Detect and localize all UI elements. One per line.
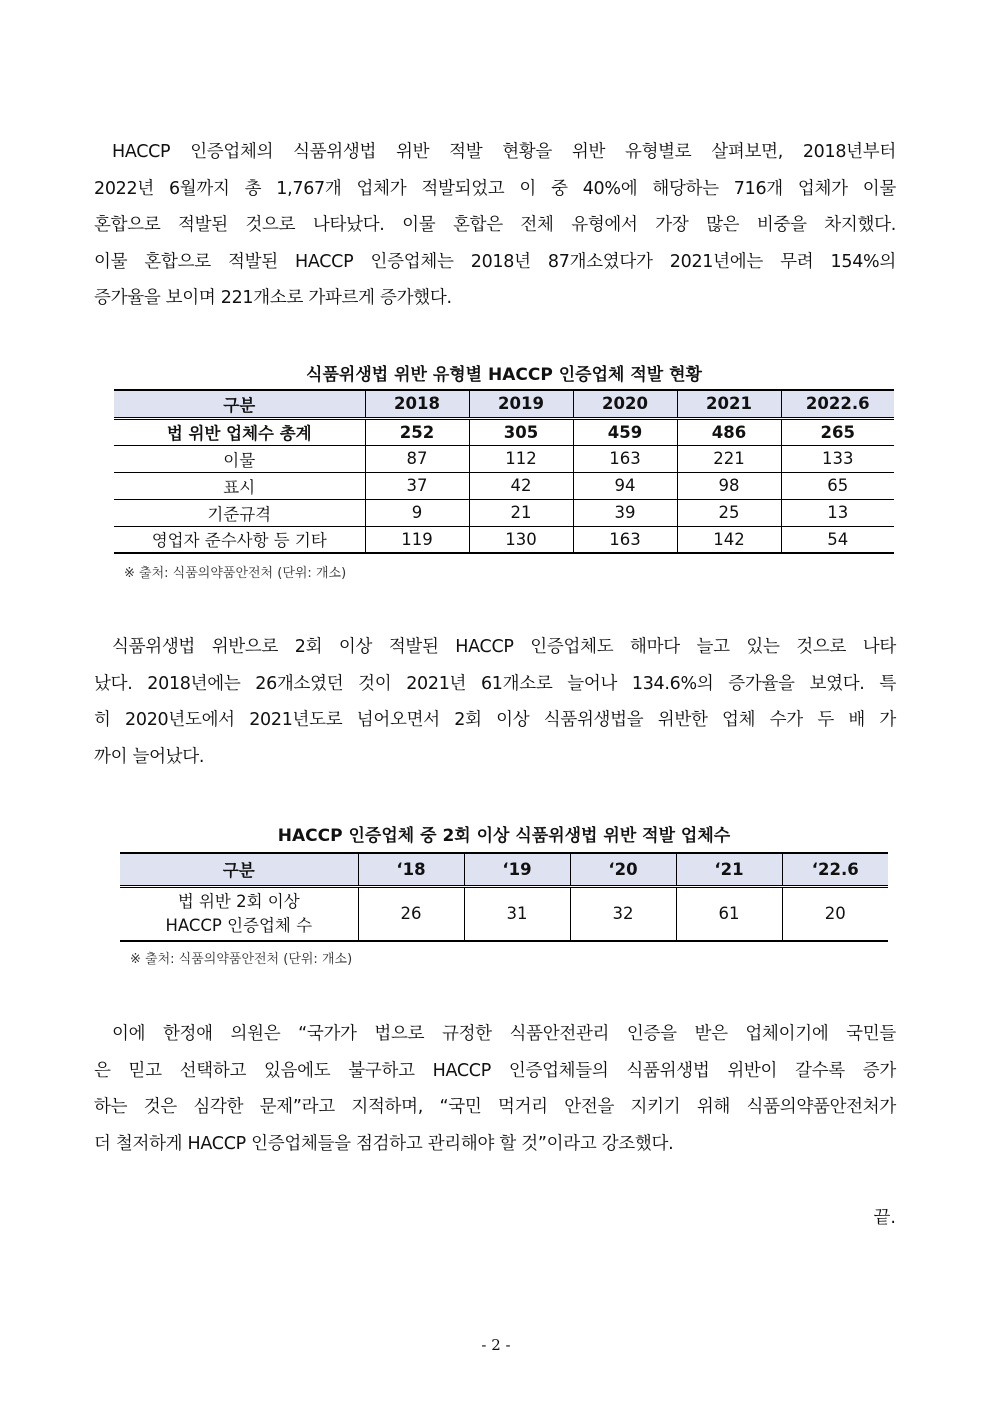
table-cell: 98	[677, 472, 781, 499]
table-header-row	[120, 853, 888, 886]
table-cell: 119	[365, 526, 469, 553]
paragraph-line: 이에 한정애 의원은 “국가가 법으로 규정한 식품안전관리 인증을 받은 업체이기에 국민들	[112, 1024, 896, 1044]
row-label: 이물	[114, 445, 365, 472]
table-cell: 87	[365, 445, 469, 472]
paragraph-1	[94, 134, 896, 317]
paragraph-line: 이물 혼합으로 적발된 HACCP 인증업체는 2018년 87개소였다가 2021년에는 무려 154%의	[94, 251, 896, 272]
row-label: 기준규격	[114, 499, 365, 526]
table-row	[120, 886, 888, 941]
header-cell: 2022.6	[781, 390, 894, 418]
page-number: - 2 -	[481, 1336, 511, 1354]
table-cell: 54	[781, 526, 894, 553]
violation-type-table	[114, 389, 894, 554]
paragraph-line: 더 철저하게 HACCP 인증업체들을 점검하고 관리해야 할 것”이라고 강조했다.	[94, 1133, 674, 1154]
table-cell: 21	[469, 499, 573, 526]
table-cell: 42	[469, 472, 573, 499]
table-cell: 39	[573, 499, 677, 526]
table-cell: 133	[781, 445, 894, 472]
paragraph-line: 까이 늘어났다.	[94, 746, 205, 767]
row-label: 영업자 준수사항 등 기타	[114, 526, 365, 553]
table-row	[114, 526, 894, 553]
row-label: 표시	[114, 472, 365, 499]
table-cell: 221	[677, 445, 781, 472]
table-cell: 486	[677, 418, 781, 445]
table-cell: 13	[781, 499, 894, 526]
table2-source-note: ※ 출처: 식품의약품안전처 (단위: 개소)	[130, 952, 353, 967]
row-label-line: 법 위반 2회 이상	[177, 891, 300, 911]
table-cell: 32	[570, 886, 676, 941]
header-cell: 구분	[114, 390, 365, 418]
table-cell: 459	[573, 418, 677, 445]
table-cell: 31	[464, 886, 570, 941]
table-cell: 9	[365, 499, 469, 526]
table1-title: 식품위생법 위반 유형별 HACCP 인증업체 적발 현황	[306, 365, 702, 385]
table-cell: 20	[782, 886, 888, 941]
header-cell: 구분	[120, 853, 358, 886]
paragraph-line: 났다. 2018년에는 26개소였던 것이 2021년 61개소로 늘어나 134.6%의 증가율을 보였다. 특	[94, 673, 896, 694]
table-cell: 61	[676, 886, 782, 941]
table-cell: 163	[573, 445, 677, 472]
row-label: 법 위반 업체수 총계	[114, 418, 365, 445]
paragraph-line: 혼합으로 적발된 것으로 나타났다. 이물 혼합은 전체 유형에서 가장 많은 비중을 차지했다.	[94, 215, 896, 235]
paragraph-line: 증가율을 보이며 221개소로 가파르게 증가했다.	[94, 288, 452, 308]
table-row	[114, 499, 894, 526]
paragraph-line: 식품위생법 위반으로 2회 이상 적발된 HACCP 인증업체도 해마다 늘고 있는 것으로 나타	[112, 637, 896, 657]
table-row	[114, 445, 894, 472]
table-total-row	[114, 418, 894, 445]
paragraph-line: 2022년 6월까지 총 1,767개 업체가 적발되었고 이 중 40%에 해당하는 716개 업체가 이물	[94, 178, 896, 199]
paragraph-line: HACCP 인증업체의 식품위생법 위반 적발 현황을 위반 유형별로 살펴보면, 2018년부터	[112, 142, 896, 162]
table-cell: 130	[469, 526, 573, 553]
table-cell: 37	[365, 472, 469, 499]
paragraph-line: 하는 것은 심각한 문제”라고 지적하며, “국민 먹거리 안전을 지키기 위해 식품의약품안전처가	[94, 1097, 896, 1117]
table-cell: 94	[573, 472, 677, 499]
table2-title: HACCP 인증업체 중 2회 이상 식품위생법 위반 적발 업체수	[277, 826, 731, 846]
header-cell: 2018	[365, 390, 469, 418]
paragraph-line: 히 2020년도에서 2021년도로 넘어오면서 2회 이상 식품위생법을 위반한 업체 수가 두 배 가	[94, 710, 896, 730]
table-cell: 305	[469, 418, 573, 445]
paragraph-line: 은 믿고 선택하고 있음에도 불구하고 HACCP 인증업체들의 식품위생법 위반이 갈수록 증가	[94, 1060, 896, 1081]
header-cell: ‘20	[570, 853, 676, 886]
table-cell: 163	[573, 526, 677, 553]
header-cell: ‘21	[676, 853, 782, 886]
table-cell: 265	[781, 418, 894, 445]
end-mark: 끝.	[873, 1208, 896, 1228]
table1-source-note: ※ 출처: 식품의약품안전처 (단위: 개소)	[124, 566, 347, 581]
header-cell: ‘18	[358, 853, 464, 886]
table-cell: 252	[365, 418, 469, 445]
repeat-violation-table	[120, 852, 888, 942]
header-cell: 2021	[677, 390, 781, 418]
header-cell: 2020	[573, 390, 677, 418]
table-cell: 25	[677, 499, 781, 526]
table-cell: 65	[781, 472, 894, 499]
table-cell: 26	[358, 886, 464, 941]
row-label	[120, 886, 358, 941]
table-header-row	[114, 390, 894, 418]
header-cell: ‘22.6	[782, 853, 888, 886]
header-cell: 2019	[469, 390, 573, 418]
row-label-line: HACCP 인증업체 수	[165, 915, 313, 935]
table-cell: 142	[677, 526, 781, 553]
table-row	[114, 472, 894, 499]
table-cell: 112	[469, 445, 573, 472]
paragraph-2	[94, 629, 896, 775]
paragraph-3	[94, 1016, 896, 1162]
header-cell: ‘19	[464, 853, 570, 886]
